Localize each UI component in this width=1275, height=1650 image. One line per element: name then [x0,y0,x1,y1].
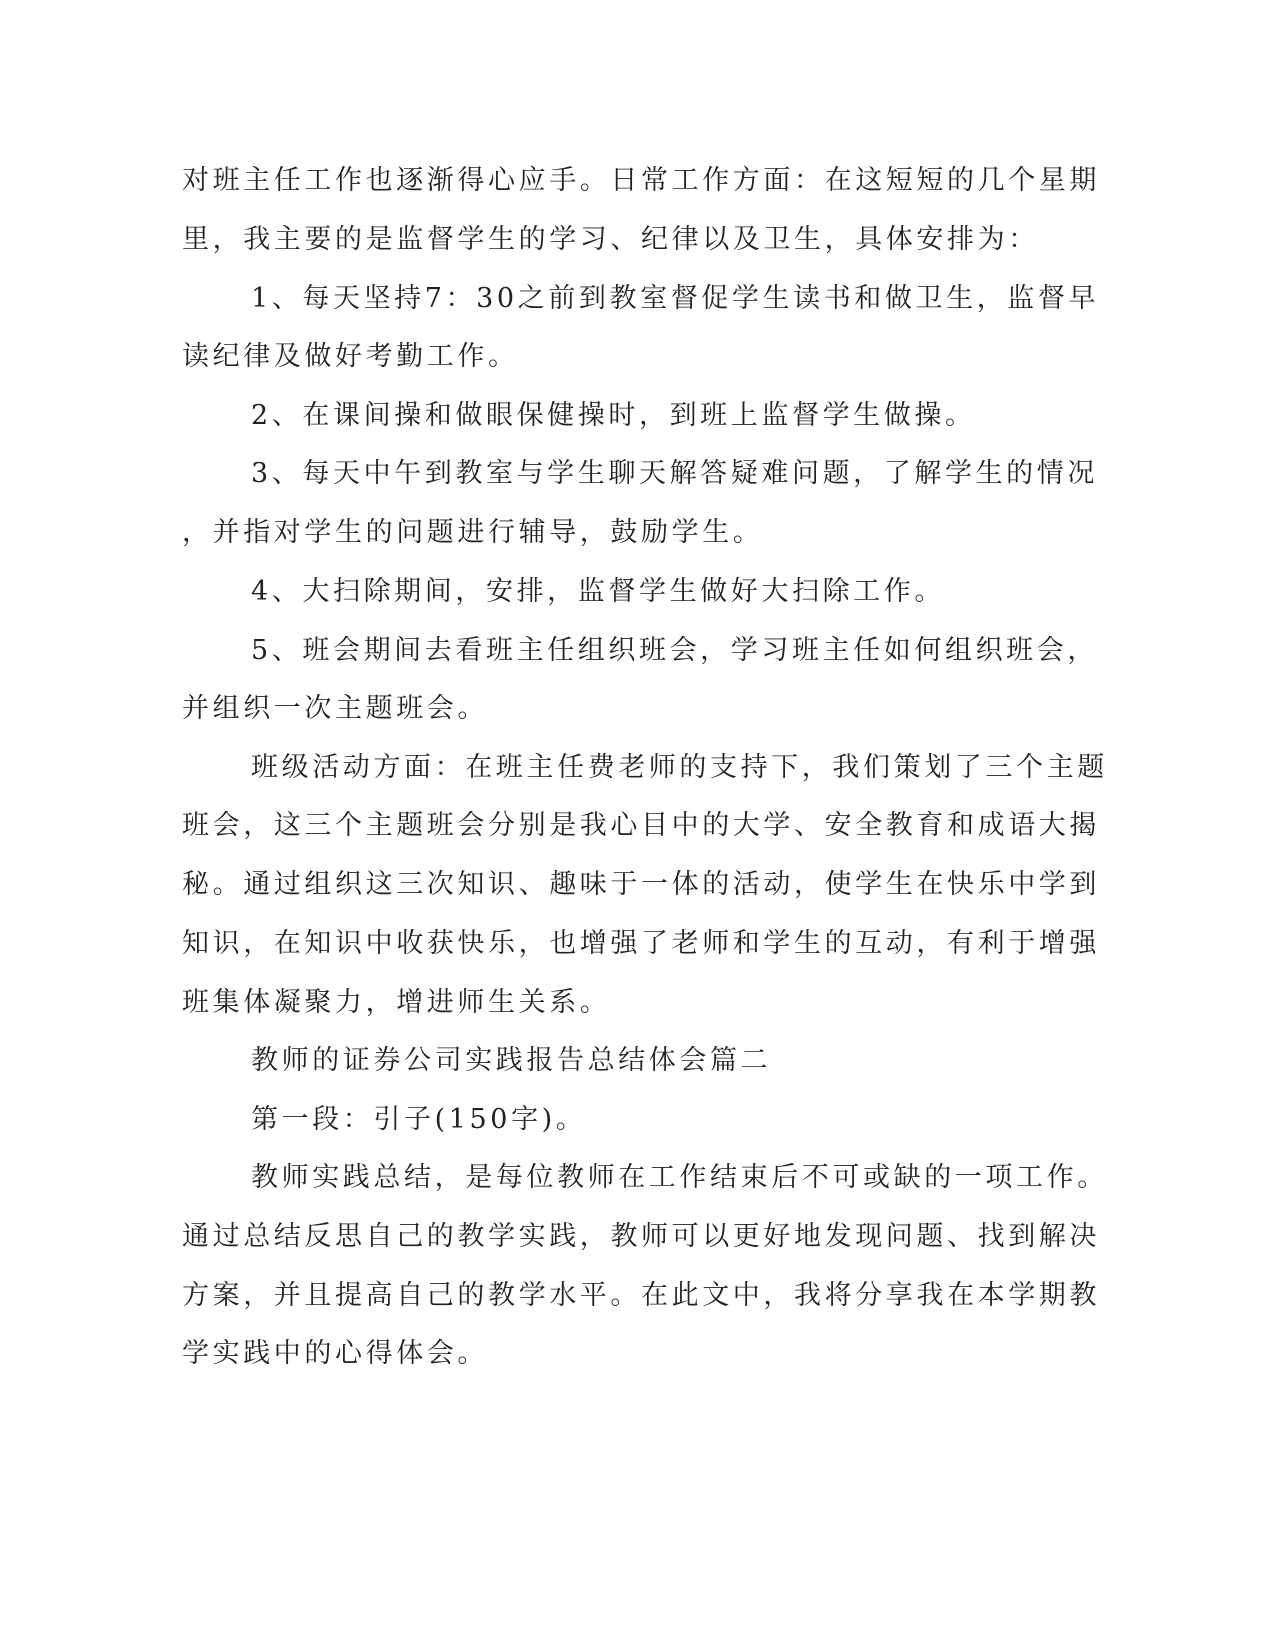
text-line: 通过总结反思自己的教学实践，教师可以更好地发现问题、找到解决 [182,1221,1100,1252]
text-line: 方案，并且提高自己的教学水平。在此文中，我将分享我在本学期教 [182,1280,1100,1311]
text-line: 班级活动方面：在班主任费老师的支持下，我们策划了三个主题 [251,752,1108,783]
text-line: 读纪律及做好考勤工作。 [182,341,519,372]
text-line: 并组织一次主题班会。 [182,693,488,724]
text-line: 4、大扫除期间，安排，监督学生做好大扫除工作。 [251,576,945,607]
text-line: 学实践中的心得体会。 [182,1338,488,1369]
text-line: 2、在课间操和做眼保健操时，到班上监督学生做操。 [251,400,976,431]
text-line: 3、每天中午到教室与学生聊天解答疑难问题，了解学生的情况 [251,458,1098,489]
text-line: 班会，这三个主题班会分别是我心目中的大学、安全教育和成语大揭 [182,810,1100,841]
text-line: 里，我主要的是监督学生的学习、纪律以及卫生，具体安排为： [182,224,1039,255]
text-line: 知识，在知识中收获快乐，也增强了老师和学生的互动，有利于增强 [182,928,1100,959]
text-line: 班集体凝聚力，增进师生关系。 [182,987,611,1018]
text-line: 第一段：引子(150字)。 [251,1104,587,1135]
text-line: 1、每天坚持7：30之前到教室督促学生读书和做卫生，监督早 [251,283,1100,314]
text-line: 对班主任工作也逐渐得心应手。日常工作方面：在这短短的几个星期 [182,165,1100,196]
text-line: 秘。通过组织这三次知识、趣味于一体的活动，使学生在快乐中学到 [182,869,1100,900]
text-line: 5、班会期间去看班主任组织班会，学习班主任如何组织班会， [251,635,1098,666]
text-line: 教师实践总结，是每位教师在工作结束后不可或缺的一项工作。 [251,1162,1108,1193]
text-line: ，并指对学生的问题进行辅导，鼓励学生。 [182,517,764,548]
section-heading: 教师的证券公司实践报告总结体会篇二 [251,1045,772,1076]
